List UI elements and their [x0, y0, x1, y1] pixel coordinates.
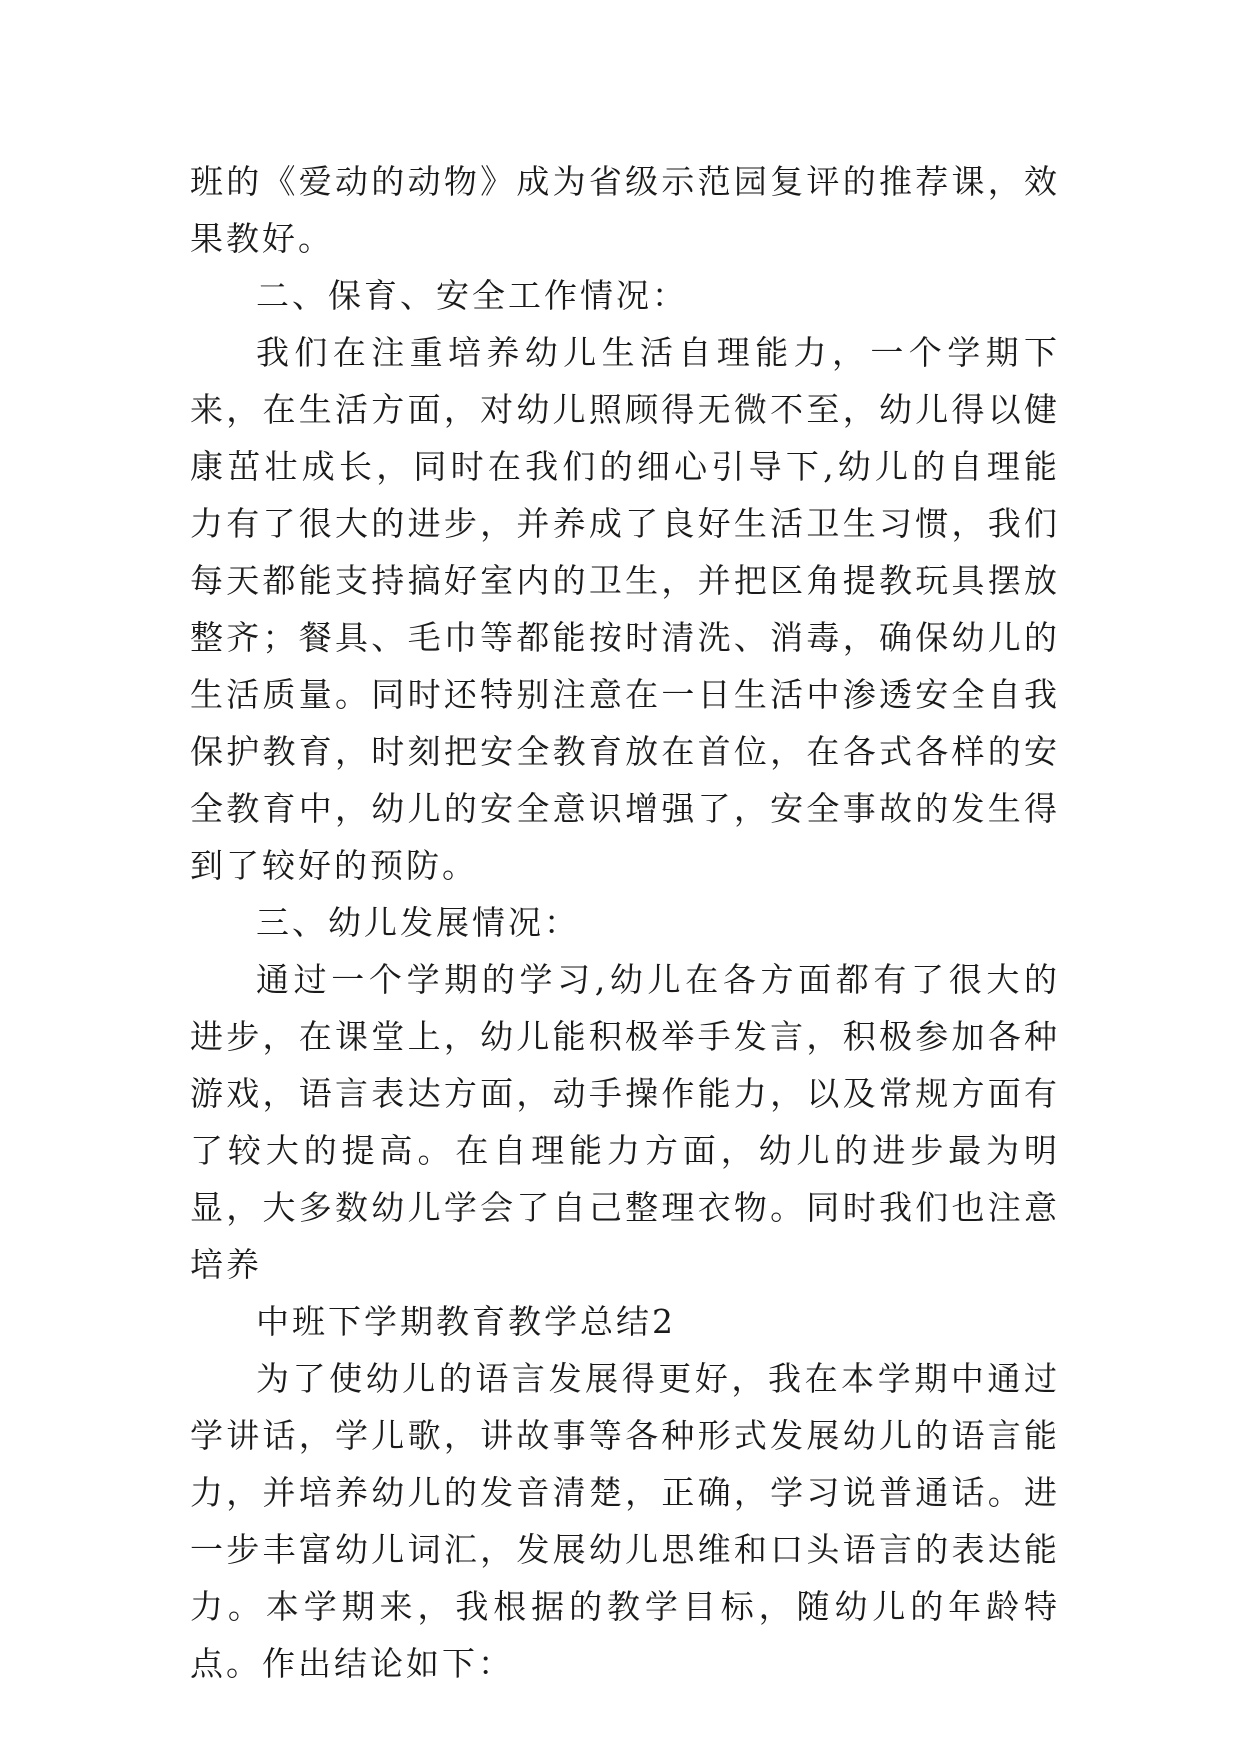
- section-heading-child-development: 三、幼儿发展情况：: [256, 903, 580, 942]
- document-title-summary-2: 中班下学期教育教学总结2: [256, 1302, 676, 1341]
- paragraph-language-development: 为了使幼儿的语言发展得更好，我在本学期中通过学讲话，学儿歌，讲故事等各种形式发展幼儿的语言能力，并培养幼儿的发音清楚，正确，学习说普通话。进一步丰富幼儿词汇，发展幼儿思维和口头语言的表达能力。本学期来，我根据的教学目标，随幼儿的年龄特点。作出结论如下：: [190, 1359, 1060, 1683]
- paragraph-child-development: 通过一个学期的学习,幼儿在各方面都有了很大的进步，在课堂上，幼儿能积极举手发言，积极参加各种游戏，语言表达方面，动手操作能力，以及常规方面有了较大的提高。在自理能力方面，幼儿的进步最为明显，大多数幼儿学会了自己整理衣物。同时我们也注意培养: [190, 960, 1060, 1284]
- paragraph-care-safety: 我们在注重培养幼儿生活自理能力，一个学期下来，在生活方面，对幼儿照顾得无微不至，幼儿得以健康茁壮成长，同时在我们的细心引导下,幼儿的自理能力有了很大的进步，并养成了良好生活卫生习惯，我们每天都能支持搞好室内的卫生，并把区角提教玩具摆放整齐；餐具、毛巾等都能按时清洗、消毒，确保幼儿的生活质量。同时还特别注意在一日生活中渗透安全自我保护教育，时刻把安全教育放在首位，在各式各样的安全教育中，幼儿的安全意识增强了，安全事故的发生得到了较好的预防。: [190, 333, 1060, 885]
- document-body: [190, 153, 1060, 1692]
- section-heading-care-safety: 二、保育、安全工作情况：: [256, 276, 688, 315]
- paragraph-continuation: 班的《爱动的动物》成为省级示范园复评的推荐课，效果教好。: [190, 162, 1060, 258]
